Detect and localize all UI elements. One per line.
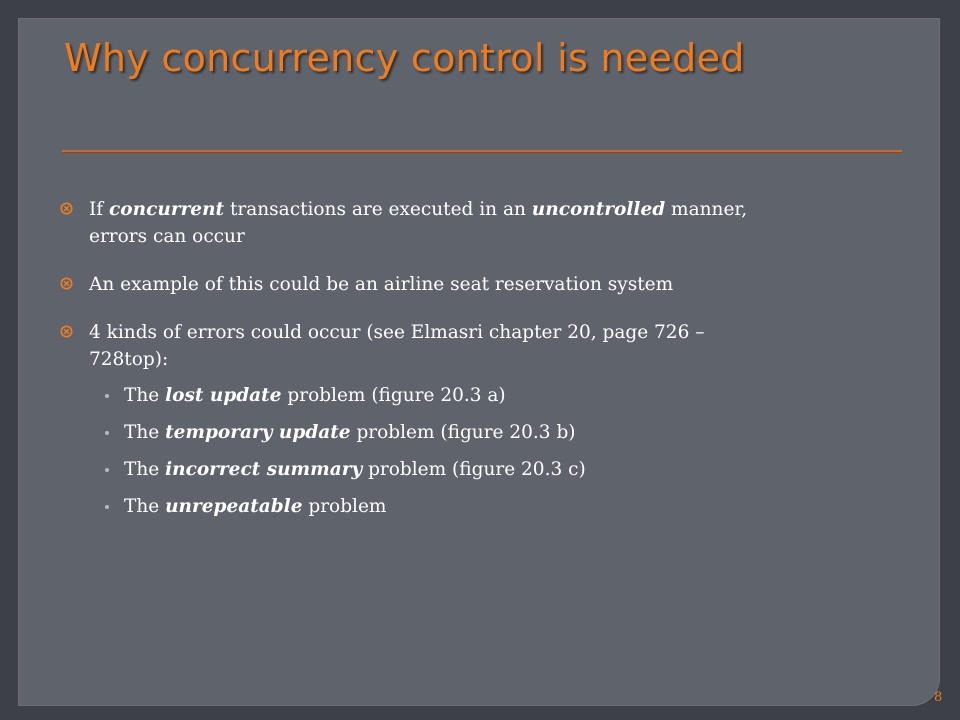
circled-x-bullet-icon	[60, 277, 73, 290]
slide-content	[60, 196, 880, 530]
dot-bullet-icon	[105, 505, 109, 509]
bullet-text: If concurrent transactions are executed in an uncontrolled manner, errors can occur	[89, 199, 748, 247]
sub-bullet-item: The lost update problem (figure 20.3 a)	[60, 382, 880, 409]
bullet-item	[60, 319, 880, 373]
circled-x-bullet-icon	[60, 325, 73, 338]
bullet-item	[60, 196, 880, 250]
dot-bullet-icon	[105, 431, 109, 435]
sub-bullet-list	[60, 382, 880, 520]
sub-bullet-item: The unrepeatable problem	[60, 493, 880, 520]
slide-title: Why concurrency control is needed	[64, 36, 745, 80]
sub-bullet-item: The temporary update problem (figure 20.3 b)	[60, 419, 880, 446]
bullet-item	[60, 271, 880, 298]
circled-x-bullet-icon	[60, 202, 73, 215]
title-underline	[62, 150, 902, 152]
sub-bullet-item: The incorrect summary problem (figure 20.3 c)	[60, 456, 880, 483]
dot-bullet-icon	[105, 468, 109, 472]
bullet-text: 4 kinds of errors could occur (see Elmasri chapter 20, page 726 – 728top):	[89, 322, 705, 370]
bullet-text: An example of this could be an airline seat reservation system	[89, 274, 674, 295]
dot-bullet-icon	[105, 394, 109, 398]
page-number: 8	[934, 690, 943, 705]
